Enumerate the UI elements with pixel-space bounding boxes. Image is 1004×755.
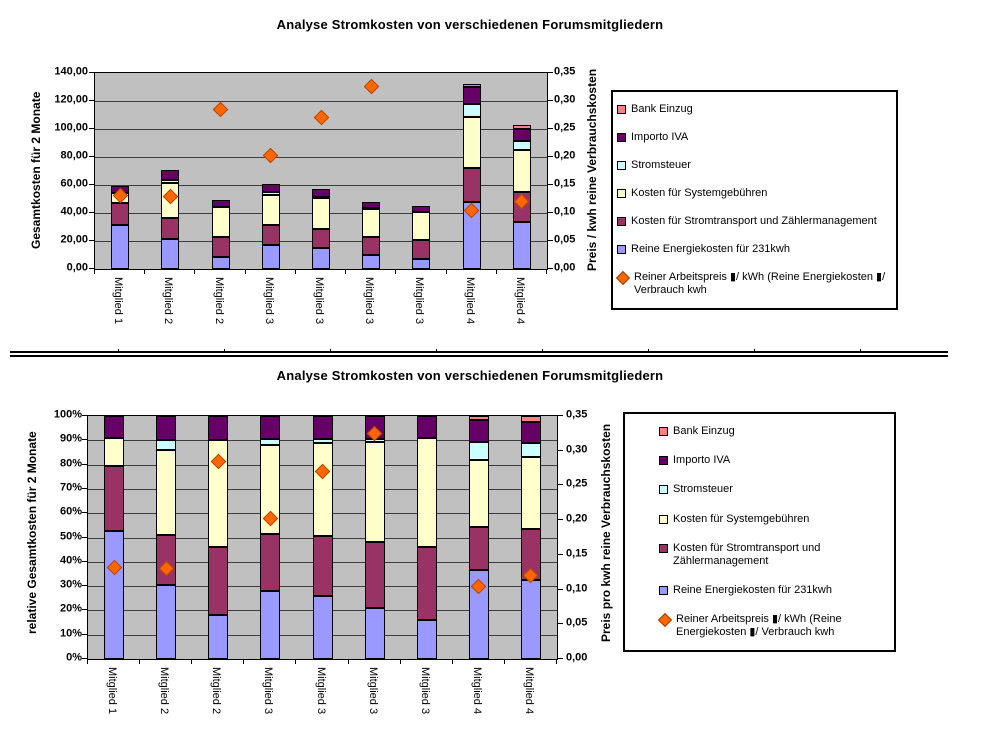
bar-segment (212, 200, 230, 207)
y-axis-tick-label-left: 0% (66, 651, 82, 664)
bar-segment (513, 150, 531, 192)
square-marker-icon (659, 485, 668, 494)
category-boundary-tick (496, 270, 497, 274)
axis-tick (89, 184, 94, 185)
legend-label: Kosten für Stromtransport und Zählermanagement (631, 215, 877, 228)
scatter-diamond (314, 110, 330, 126)
category-label: Mitglied 3 (262, 667, 274, 715)
legend-item (659, 425, 892, 438)
category-label: Mitglied 2 (213, 277, 225, 325)
y-axis-tick-label-left: 40,00 (60, 205, 88, 218)
axis-tick (548, 240, 553, 241)
bar-segment (156, 440, 176, 450)
legend-item (617, 187, 895, 200)
bar-segment (312, 248, 330, 269)
bar-segment (362, 255, 380, 269)
axis-tick (89, 268, 94, 269)
category-label: Mitglied 4 (514, 277, 526, 325)
square-marker-icon (659, 586, 668, 595)
category-label: Mitglied 3 (413, 277, 425, 325)
axis-tick (558, 589, 563, 590)
bar-segment (417, 547, 437, 620)
divider-tick (224, 349, 225, 353)
category-label: Mitglied 2 (210, 667, 222, 715)
category-boundary-tick (191, 660, 192, 664)
bar-segment (212, 207, 230, 237)
axis-tick (89, 72, 94, 73)
category-label: Mitglied 1 (112, 277, 124, 325)
y-axis-tick-label-right: 0,20 (554, 149, 576, 162)
y-axis-tick-label-left: 80,00 (60, 149, 88, 162)
y-axis-tick-label-right: 0,05 (554, 233, 576, 246)
bar-segment (312, 198, 330, 229)
bar-segment (208, 615, 228, 659)
bar-segment (365, 608, 385, 659)
bar-segment (111, 225, 129, 269)
bar-segment (262, 195, 280, 225)
bar-segment (417, 416, 437, 438)
axis-tick (558, 658, 563, 659)
axis-tick (89, 128, 94, 129)
square-marker-icon (617, 105, 626, 114)
bar-segment (104, 466, 124, 531)
legend-label: Reiner Arbeitspreis ▮/ kWh (Reine Energiekosten ▮/ Verbrauch kwh (634, 271, 886, 297)
square-marker-icon (617, 217, 626, 226)
category-boundary-tick (295, 270, 296, 274)
category-boundary-tick (452, 660, 453, 664)
axis-tick (82, 537, 87, 538)
category-boundary-tick (245, 270, 246, 274)
category-label: Mitglied 2 (162, 277, 174, 325)
y-axis-tick-label-right: 0,00 (554, 261, 576, 274)
legend-item (659, 454, 892, 467)
square-marker-icon (659, 544, 668, 553)
bar-segment (362, 202, 380, 208)
y-axis-tick-label-right: 0,30 (554, 93, 576, 106)
axis-tick (82, 464, 87, 465)
bar-segment (104, 438, 124, 466)
category-label: Mitglied 3 (367, 667, 379, 715)
y-axis-tick-label-left: 80% (59, 457, 82, 470)
bar-segment (521, 457, 541, 529)
scatter-diamond (364, 79, 380, 95)
category-boundary-tick (144, 270, 145, 274)
chart-title-top: Analyse Stromkosten von verschiedenen Forumsmitgliedern (276, 17, 664, 32)
bar-segment (513, 141, 531, 150)
bar-segment (417, 438, 437, 547)
category-boundary-tick (348, 660, 349, 664)
square-marker-icon (617, 245, 626, 254)
category-label: Mitglied 1 (106, 667, 118, 715)
legend-item (659, 513, 892, 526)
legend-item (659, 483, 892, 496)
axis-tick (548, 72, 553, 73)
bar-segment (412, 259, 430, 269)
y-axis-tick-label-right: 0,10 (554, 205, 576, 218)
square-marker-icon (659, 456, 668, 465)
category-boundary-tick (504, 660, 505, 664)
bar-segment (262, 225, 280, 245)
y-axis-tick-label-right: 0,15 (566, 547, 588, 560)
category-boundary-tick (400, 660, 401, 664)
chart-title-bottom: Analyse Stromkosten von verschiedenen Forumsmitgliedern (276, 368, 664, 383)
bar-segment (463, 168, 481, 202)
category-label: Mitglied 3 (419, 667, 431, 715)
bar-segment (156, 585, 176, 659)
bar-segment (365, 442, 385, 542)
square-marker-icon (617, 133, 626, 142)
legend-label: Reine Energiekosten für 231kwh (631, 243, 790, 256)
bar-segment (313, 439, 333, 443)
axis-tick (82, 585, 87, 586)
legend-item (659, 542, 892, 568)
bar-segment (521, 422, 541, 443)
y-axis-tick-label-left: 50% (59, 530, 82, 542)
bar-segment (365, 542, 385, 608)
y-axis-tick-label-left: 40% (59, 554, 82, 567)
axis-tick (82, 415, 87, 416)
category-boundary-tick (94, 270, 95, 274)
y-axis-tick-label-left: 10% (59, 627, 82, 640)
legend-item (617, 131, 895, 144)
axis-tick (548, 268, 553, 269)
category-boundary-tick (243, 660, 244, 664)
bar-segment (156, 416, 176, 440)
bar-segment (469, 527, 489, 570)
axis-tick (548, 184, 553, 185)
scatter-diamond (213, 102, 229, 118)
legend-item (617, 243, 895, 256)
axis-tick (548, 100, 553, 101)
bar-segment (469, 442, 489, 460)
diamond-marker-icon (658, 613, 672, 627)
divider-tick (542, 349, 543, 353)
bar-segment (521, 580, 541, 659)
legend-label: Importo IVA (631, 130, 689, 143)
bar-segment (313, 596, 333, 659)
legend-label: Kosten für Stromtransport und Zählermanagement (673, 541, 821, 567)
bar-segment (521, 416, 541, 422)
legend-label: Kosten für Systemgebühren (673, 512, 810, 525)
bar-segment (208, 416, 228, 440)
axis-tick (89, 156, 94, 157)
legend-label: Stromsteuer (631, 158, 691, 171)
bar-segment (469, 460, 489, 527)
y-axis-tick-label-right: 0,35 (566, 408, 588, 421)
legend-label: Reiner Arbeitspreis ▮/ kWh (Reine Energiekosten ▮/ Verbrauch kwh (676, 612, 842, 638)
axis-tick (548, 156, 553, 157)
category-label: Mitglied 4 (471, 667, 483, 715)
bar-segment (463, 84, 481, 87)
category-boundary-tick (194, 270, 195, 274)
axis-tick (548, 212, 553, 213)
category-boundary-tick (345, 270, 346, 274)
y-axis-title-right-top: Preis / kwh reine Verbrauchskosten (585, 68, 599, 272)
bar-segment (362, 237, 380, 255)
bar-segment (312, 229, 330, 248)
category-boundary-tick (446, 270, 447, 274)
divider-tick (330, 349, 331, 353)
category-label: Mitglied 4 (464, 277, 476, 325)
y-axis-tick-label-right: 0,05 (566, 616, 588, 629)
y-axis-title-left-bottom: relative Gesamtkosten für 2 Monate (25, 431, 39, 635)
y-axis-title-right-bottom: Preis pro kwh reine Verbrauchskosten (599, 423, 613, 643)
bar-segment (212, 237, 230, 257)
category-label: Mitglied 3 (313, 277, 325, 325)
legend-label: Importo IVA (673, 454, 731, 467)
axis-tick (89, 100, 94, 101)
legend-item (617, 215, 895, 228)
category-boundary-tick (87, 660, 88, 664)
axis-tick (82, 439, 87, 440)
legend-label: Kosten für Systemgebühren (631, 187, 768, 199)
axis-tick (82, 658, 87, 659)
bar-segment (313, 443, 333, 536)
category-label: Mitglied 2 (158, 667, 170, 715)
category-label: Mitglied 3 (315, 667, 327, 715)
y-axis-tick-label-left: 60% (59, 505, 82, 518)
y-axis-tick-label-left: 70% (59, 481, 82, 494)
legend-item (617, 103, 895, 116)
bar-segment (362, 208, 380, 210)
category-label: Mitglied 3 (263, 277, 275, 325)
y-axis-tick-label-right: 0,25 (554, 121, 576, 134)
category-boundary-tick (139, 660, 140, 664)
bar-segment (161, 239, 179, 269)
axis-tick (82, 634, 87, 635)
y-axis-tick-label-right: 0,25 (566, 477, 588, 490)
bar-segment (111, 203, 129, 225)
bar-segment (469, 416, 489, 420)
square-marker-icon (659, 427, 668, 436)
y-axis-tick-label-left: 20,00 (60, 233, 88, 246)
category-boundary-tick (395, 270, 396, 274)
bar-segment (156, 450, 176, 535)
bar-segment (313, 536, 333, 596)
bar-segment (208, 547, 228, 615)
row-divider (10, 351, 948, 357)
bar-segment (262, 245, 280, 269)
y-axis-tick-label-left: 20% (59, 602, 82, 615)
bar-segment (260, 439, 280, 445)
divider-tick (860, 349, 861, 353)
y-axis-tick-label-left: 60,00 (60, 177, 88, 190)
axis-tick (558, 519, 563, 520)
y-axis-tick-label-left: 140,00 (54, 65, 88, 78)
legend-top (611, 90, 898, 310)
axis-tick (558, 623, 563, 624)
category-label: Mitglied 3 (363, 277, 375, 325)
bar-segment (161, 218, 179, 239)
axis-tick (82, 488, 87, 489)
bar-segment (513, 129, 531, 141)
divider-tick (648, 349, 649, 353)
bar-segment (161, 170, 179, 180)
scatter-diamond (263, 148, 279, 164)
bar-segment (412, 212, 430, 240)
axis-tick (558, 554, 563, 555)
bar-segment (104, 416, 124, 438)
bar-segment (412, 240, 430, 259)
bar-segment (262, 184, 280, 192)
y-axis-tick-label-left: 120,00 (54, 93, 88, 106)
legend-label: Bank Einzug (673, 425, 735, 438)
bar-segment (463, 87, 481, 104)
category-label: Mitglied 4 (523, 667, 535, 715)
bar-segment (513, 222, 531, 269)
axis-tick (558, 415, 563, 416)
legend-bottom (623, 412, 896, 652)
category-boundary-tick (295, 660, 296, 664)
legend-label: Bank Einzug (631, 102, 693, 115)
y-axis-tick-label-left: 100% (53, 408, 82, 421)
bar-segment (412, 206, 430, 212)
y-axis-title-left-top: Gesamtkosten für 2 Monate (29, 91, 43, 249)
plot-area-bottom (87, 415, 558, 660)
divider-tick (754, 349, 755, 353)
bar-segment (313, 416, 333, 439)
bar-segment (362, 209, 380, 237)
bar-segment (417, 620, 437, 659)
square-marker-icon (617, 161, 626, 170)
bar-segment (463, 104, 481, 117)
y-axis-tick-label-right: 0,00 (566, 651, 588, 664)
plot-area-top (94, 72, 548, 270)
y-axis-tick-label-left: 30% (59, 578, 82, 591)
bar-segment (260, 591, 280, 659)
bar-segment (262, 192, 280, 195)
legend-label: Reine Energiekosten für 231kwh (673, 583, 832, 596)
bar-segment (260, 534, 280, 591)
axis-tick (82, 512, 87, 513)
legend-item (659, 613, 892, 639)
legend-item (617, 271, 895, 297)
square-marker-icon (617, 189, 626, 198)
bar-segment (260, 416, 280, 439)
y-axis-tick-label-right: 0,30 (566, 443, 588, 456)
divider-tick (118, 349, 119, 353)
y-axis-tick-label-right: 0,20 (566, 512, 588, 525)
axis-tick (558, 484, 563, 485)
square-marker-icon (659, 515, 668, 524)
category-boundary-tick (556, 660, 557, 664)
axis-tick (82, 561, 87, 562)
bar-segment (104, 531, 124, 659)
bar-segment (521, 443, 541, 457)
y-axis-tick-label-right: 0,10 (566, 582, 588, 595)
bar-segment (312, 189, 330, 197)
category-boundary-tick (546, 270, 547, 274)
bar-segment (513, 125, 531, 129)
diamond-marker-icon (616, 271, 630, 285)
bar-segment (463, 117, 481, 168)
bar-segment (312, 197, 330, 199)
y-axis-tick-label-right: 0,15 (554, 177, 576, 190)
axis-tick (82, 609, 87, 610)
y-axis-tick-label-left: 100,00 (54, 121, 88, 134)
bar-segment (161, 180, 179, 183)
legend-item (617, 159, 895, 172)
divider-tick (436, 349, 437, 353)
bar-segment (469, 420, 489, 442)
y-axis-tick-label-left: 0,00 (66, 261, 88, 274)
axis-tick (548, 128, 553, 129)
axis-tick (558, 450, 563, 451)
y-axis-tick-label-left: 90% (59, 432, 82, 445)
bar-segment (212, 257, 230, 269)
legend-label: Stromsteuer (673, 483, 733, 496)
axis-tick (89, 240, 94, 241)
axis-tick (89, 212, 94, 213)
legend-item (659, 584, 892, 597)
y-axis-tick-label-right: 0,35 (554, 65, 576, 78)
